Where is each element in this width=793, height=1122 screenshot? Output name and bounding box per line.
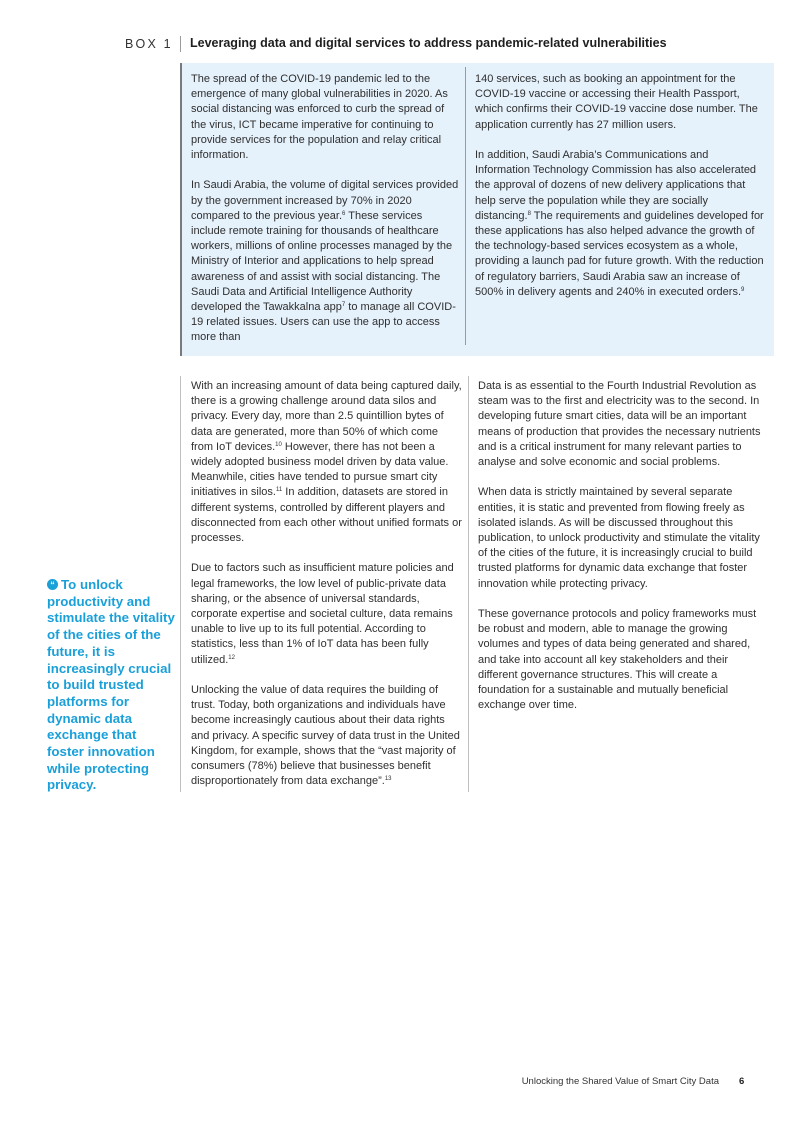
box-paragraph: 140 services, such as booking an appointment for the COVID-19 vaccine or accessing their Health Passport, which confirms their COVID-19 vaccine dose number. The application currently has 27 million users. [475, 73, 758, 131]
main-left-rule [180, 376, 181, 792]
footnote-ref: 12 [228, 654, 235, 661]
main-column-left [191, 379, 463, 789]
footnote-ref: 8 [527, 210, 531, 217]
pull-quote [47, 577, 175, 794]
footnote-ref: 9 [741, 286, 745, 293]
quote-icon: “ [47, 579, 58, 590]
pull-quote-text: To unlock productivity and stimulate the vitality of the cities of the future, it is increasingly crucial to build trusted platforms for dynamic data exchange that foster innovation while protecting privacy. [47, 577, 175, 793]
box-paragraph: In Saudi Arabia, the volume of digital services provided by the government increased by 70% in 2020 compared to the previous year.$^6$ These services include remote training for thousands of healthcare workers, millions of online processes managed by the Ministry of Interior and applications to help spread awareness of and assist with social distancing. The Saudi Data and Artificial Intelligence Authority developed the Tawakkalna app$^7$ to manage all COVID-19 related issues. Users can use the app to access more than [191, 179, 459, 344]
body-paragraph: These governance protocols and policy frameworks must be robust and modern, able to manage the growing volumes and types of data being generated and shared, and take into account all key stakeholders and their different governance structures. This will create a foundation for a sustainable and mutually beneficial exchange over time. [478, 608, 757, 712]
footer-title: Unlocking the Shared Value of Smart City Data [521, 1076, 719, 1087]
main-column-divider [468, 376, 469, 792]
box-paragraph: The spread of the COVID-19 pandemic led to the emergence of many global vulnerabilities in 2020. As social distancing was enforced to curb the spread of the virus, ICT became imperative for continuing to provide services for the population and relay critical information. [191, 73, 448, 162]
box-left-rule [180, 63, 182, 356]
box-label: BOX 1 [125, 37, 173, 51]
box-title: Leveraging data and digital services to address pandemic-related vulnerabilities [190, 36, 667, 50]
body-paragraph: Unlocking the value of data requires the building of trust. Today, both organizations and individuals have become increasingly cautious about their data rights and privacy. A specific survey of data trust in the United Kingdom, for example, shows that the “vast majority of consumers (78%) believe that businesses benefit disproportionately from data exchange”.$^{13}$ [191, 684, 460, 788]
page-number: 6 [739, 1076, 745, 1087]
footnote-ref: 6 [342, 210, 346, 217]
body-paragraph: With an increasing amount of data being captured daily, there is a growing challenge around data silos and privacy. Every day, more than 2.5 quintillion bytes of data are generated, more than 50% of which come from IoT devices.$^{10}$ However, there has not been a widely adopted business model driven by data value. Meanwhile, cities have tended to pursue smart city initiatives in silos.$^{11}$ In addition, datasets are stored in different systems, controlled by different players and disconnected from each other without unified formats or processes. [191, 380, 462, 545]
box-title-separator [180, 36, 181, 52]
box-paragraph: In addition, Saudi Arabia’s Communications and Information Technology Commission has also accelerated the approval of dozens of new delivery applications that help serve the population while they are socially distancing.$^8$ The requirements and guidelines developed for these applications has also helped advance the growth of the technology-based services ecosystem as a whole, providing a launch pad for future growth. With the reduction of regulatory barriers, Saudi Arabia saw an increase of 500% in delivery agents and 240% in executed orders.$^9$ [475, 149, 764, 298]
footnote-ref: 11 [275, 487, 283, 494]
box-column-left [191, 72, 459, 346]
footnote-ref: 13 [384, 776, 392, 783]
box-column-divider [465, 67, 466, 345]
main-column-right [478, 379, 768, 713]
body-paragraph: Due to factors such as insufficient mature policies and legal frameworks, the low level of public-private data sharing, or the absence of universal standards, corporate expertise and societal culture, data remains unable to live up to its full potential. According to statistics, less than 1% of IoT data has been fully utilized.$^{12}$ [191, 562, 454, 666]
box-column-right [475, 72, 765, 300]
footnote-ref: 10 [275, 441, 282, 448]
body-paragraph: Data is as essential to the Fourth Industrial Revolution as steam was to the first and electricity was to the second. In developing future smart cities, data will be an important means of production that provides the necessary nutrients and is a critical instrument for many relevant parties to analyse and solve economic and social problems. [478, 380, 761, 469]
body-paragraph: When data is strictly maintained by several separate entities, it is static and prevented from flowing freely as isolated islands. As will be discussed throughout this publication, to unlock productivity and stimulate the vitality of the cities of the future, it is increasingly crucial to build trusted platforms for dynamic data exchange that foster innovation while protecting privacy. [478, 486, 760, 590]
footnote-ref: 7 [341, 302, 346, 309]
